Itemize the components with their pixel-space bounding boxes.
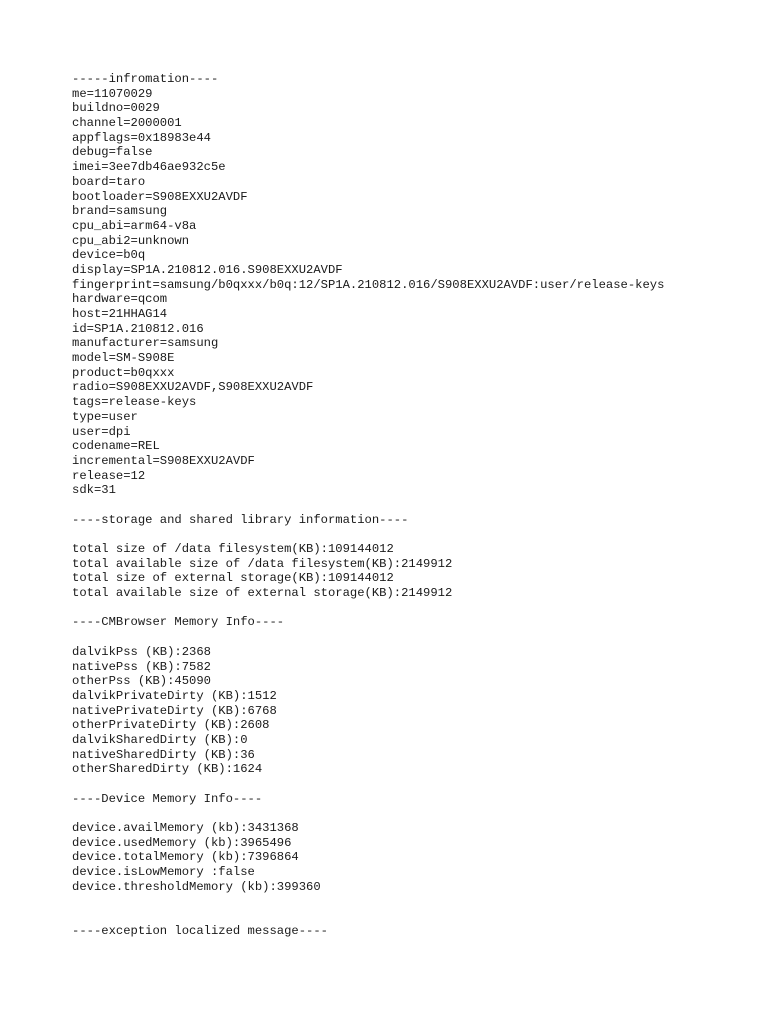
cmbrowser-memory-section: [72, 615, 752, 777]
storage-line: total size of external storage(KB):109144012: [72, 571, 394, 586]
info-line: fingerprint=samsung/b0qxxx/b0q:12/SP1A.210812.016/S908EXXU2AVDF:user/release-keys: [72, 277, 665, 292]
info-line: bootloader=S908EXXU2AVDF: [72, 189, 248, 204]
info-line: radio=S908EXXU2AVDF,S908EXXU2AVDF: [72, 380, 314, 395]
blank-line: [72, 527, 752, 542]
info-line: model=SM-S908E: [72, 351, 175, 366]
memory-line: dalvikPss (KB):2368: [72, 644, 211, 659]
memory-line: otherPrivateDirty (KB):2608: [72, 718, 270, 733]
info-line: sdk=31: [72, 483, 116, 498]
blank-line: [72, 601, 752, 616]
exception-section: [72, 924, 752, 939]
info-line: type=user: [72, 409, 138, 424]
info-line: board=taro: [72, 174, 146, 189]
device-memory-line: device.availMemory (kb):3431368: [72, 821, 299, 836]
storage-section: [72, 513, 752, 601]
storage-line: total available size of external storage(KB):2149912: [72, 586, 453, 601]
device-memory-section: [72, 792, 752, 895]
memory-line: nativeSharedDirty (KB):36: [72, 747, 255, 762]
info-line: appflags=0x18983e44: [72, 130, 211, 145]
memory-line: dalvikPrivateDirty (KB):1512: [72, 688, 277, 703]
info-line: display=SP1A.210812.016.S908EXXU2AVDF: [72, 262, 343, 277]
log-document: [72, 72, 752, 939]
blank-line: [72, 630, 752, 645]
info-line: device=b0q: [72, 248, 146, 263]
device-memory-line: device.thresholdMemory (kb):399360: [72, 879, 321, 894]
memory-line: nativePss (KB):7582: [72, 659, 211, 674]
information-header: -----infromation----: [72, 72, 219, 86]
exception-header: ----exception localized message----: [72, 923, 328, 938]
info-line: hardware=qcom: [72, 292, 168, 307]
info-line: imei=3ee7db46ae932c5e: [72, 160, 226, 175]
information-section: [72, 72, 752, 498]
info-line: incremental=S908EXXU2AVDF: [72, 453, 255, 468]
info-line: brand=samsung: [72, 204, 168, 219]
device-memory-line: device.totalMemory (kb):7396864: [72, 850, 299, 865]
device-memory-header: ----Device Memory Info----: [72, 791, 263, 806]
info-line: cpu_abi=arm64-v8a: [72, 218, 197, 233]
blank-line: [72, 777, 752, 792]
info-line: product=b0qxxx: [72, 365, 175, 380]
blank-line: [72, 498, 752, 513]
cmbrowser-memory-header: ----CMBrowser Memory Info----: [72, 615, 285, 630]
info-line: debug=false: [72, 145, 153, 160]
storage-header: ----storage and shared library information----: [72, 512, 409, 527]
info-line: tags=release-keys: [72, 395, 197, 410]
info-line: buildno=0029: [72, 101, 160, 116]
info-line: manufacturer=samsung: [72, 336, 219, 351]
blank-line: [72, 806, 752, 821]
info-line: channel=2000001: [72, 116, 182, 131]
info-line: user=dpi: [72, 424, 131, 439]
info-line: codename=REL: [72, 439, 160, 454]
device-memory-line: device.isLowMemory :false: [72, 865, 255, 880]
blank-lines: [72, 895, 752, 924]
info-line: me=11070029: [72, 86, 153, 101]
storage-line: total size of /data filesystem(KB):109144012: [72, 542, 394, 556]
memory-line: otherPss (KB):45090: [72, 674, 211, 689]
info-line: host=21HHAG14: [72, 307, 168, 321]
memory-line: otherSharedDirty (KB):1624: [72, 762, 263, 777]
storage-line: total available size of /data filesystem(KB):2149912: [72, 556, 453, 571]
device-memory-line: device.usedMemory (kb):3965496: [72, 835, 292, 850]
memory-line: nativePrivateDirty (KB):6768: [72, 703, 277, 718]
info-line: release=12: [72, 468, 146, 483]
info-line: cpu_abi2=unknown: [72, 233, 190, 248]
info-line: id=SP1A.210812.016: [72, 321, 204, 336]
memory-line: dalvikSharedDirty (KB):0: [72, 732, 248, 747]
